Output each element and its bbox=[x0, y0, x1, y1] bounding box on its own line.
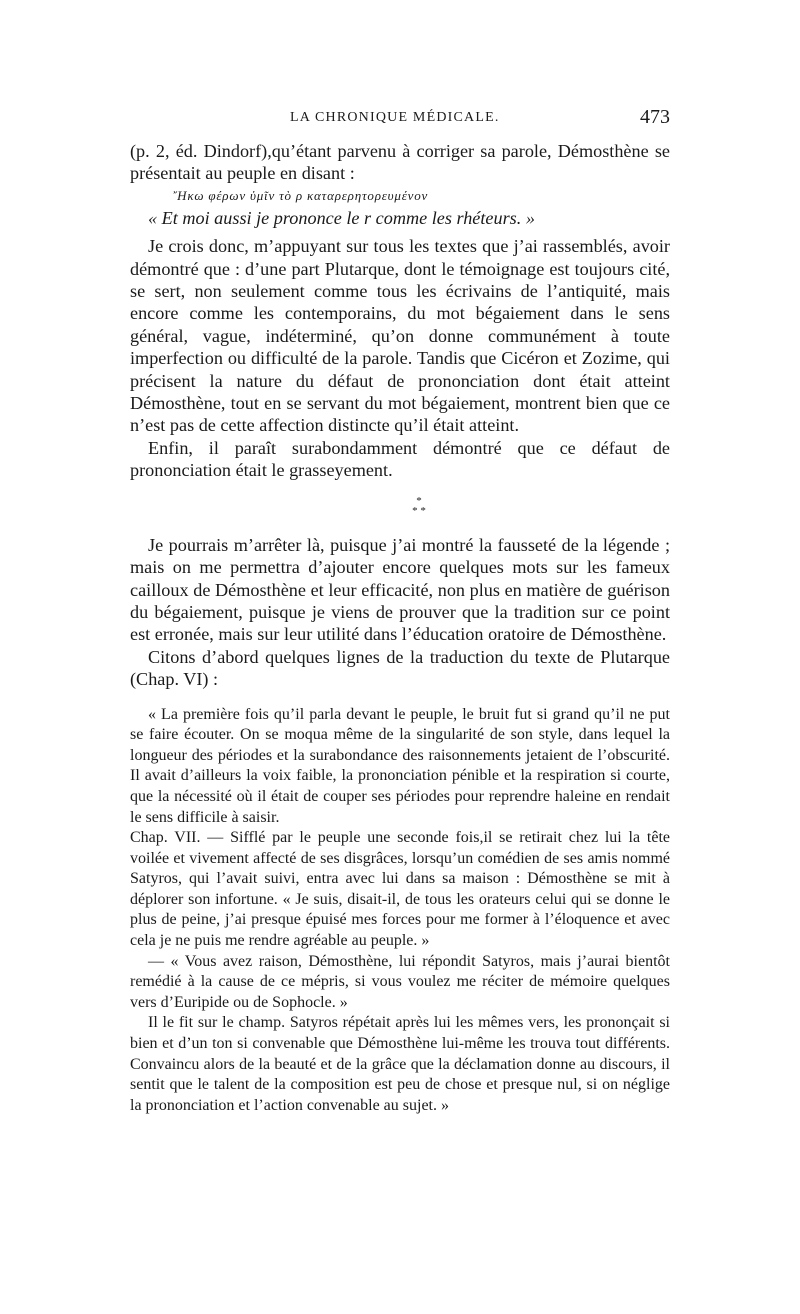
french-quote: « Et moi aussi je prononce le r comme les rhéteurs. » bbox=[148, 207, 535, 228]
page-header bbox=[130, 106, 670, 132]
quote-paragraph-1: « La première fois qu’il parla devant le peuple, le bruit fut si grand qu’il ne put se faire écouter. On se moqua même de la singularité de son style, dans lequel la longueur des périodes et la surabondance des raisonnements jetaient de l’obscurité. Il avait d’ailleurs la voix faible, la prononciation pénible et la respiration si courte, que la nécessité où il était de couper ses périodes pour reprendre haleine en rendait le sens difficile à saisir. bbox=[130, 705, 670, 826]
paragraph-2: Je crois donc, m’appuyant sur tous les textes que j’ai rassemblés, avoir démontré que : d’une part Plutarque, dont le témoignage est toujours cité, se sert, non seulement comme tous les écrivains de l’antiquité, mais encore comme les contemporains, du mot bégaiement dans le sens général, vague, indéterminé, qu’on donne communément à toute imperfection ou difficulté de la parole. Tandis que Cicéron et Zozime, qui précisent la nature du défaut de prononciation dont était atteint Démosthène, tout en se servant du mot bégaiement, montrent bien que ce n’est pas de cette affection distincte qu’il était atteint. bbox=[130, 236, 670, 436]
separator-stars-bottom: * * bbox=[412, 504, 426, 517]
page-body bbox=[130, 140, 670, 1116]
paragraph-5: Citons d’abord quelques lignes de la traduction du texte de Plutarque (Chap. VI) : bbox=[130, 646, 670, 690]
quote-paragraph-4: Il le fit sur le champ. Satyros répétait après lui les mêmes vers, les prononçait si bien et d’un ton si convenable que Démosthène lui-même les trouva tout différents. Convaincu alors de la beauté et de la grâce que la déclamation donne au discours, il sentit que le talent de la composition est peu de chose et presque nul, si on néglige la prononciation et l’action convenable au sujet. » bbox=[130, 1014, 670, 1114]
quote-paragraph-3: — « Vous avez raison, Démosthène, lui répondit Satyros, mais j’aurai bientôt remédié à la cause de ce mépris, si vous voulez me réciter de mémoire quelques vers d’Euripide ou de Sophocle. » bbox=[130, 952, 670, 1011]
section-separator bbox=[168, 496, 670, 516]
paragraph-1: (p. 2, éd. Dindorf),qu’étant parvenu à corriger sa parole, Démosthène se présentait au peuple en disant : bbox=[130, 141, 670, 184]
quote-paragraph-2: Chap. VII. — Sifflé par le peuple une seconde fois,il se retirait chez lui la tête voilée et vivement affecté de ses disgrâces, lorsqu’un comédien de ses amis nommé Satyros, qui l’avait suivi, entra avec lui dans sa maison : Démosthène se mit à déplorer son infortune. « Je suis, disait-il, de tous les orateurs celui qui se donne le plus de peine, j’ai presque épuisé mes forces pour me former à l’éloquence et avec cela je ne puis me rendre agréable au peuple. » bbox=[130, 829, 670, 950]
running-title: LA CHRONIQUE MÉDICALE. bbox=[290, 110, 500, 125]
paragraph-4: Je pourrais m’arrêter là, puisque j’ai montré la fausseté de la légende ; mais on me permettra d’ajouter encore quelques mots sur les fameux cailloux de Démosthène et leur efficacité, non plus en matière de guérison du bégaiement, puisque je viens de prouver que la tradition sur ce point est erronée, mais sur leur utilité dans l’éducation oratoire de Démosthène. bbox=[130, 534, 670, 645]
separator-star-top: * bbox=[416, 494, 422, 507]
paragraph-3: Enfin, il paraît surabondamment démontré que ce défaut de prononciation était le grasseyement. bbox=[130, 437, 670, 481]
greek-quote: ῎Ηκω φέρων ὑμῖν τὸ ρ καταρερητορευμένον bbox=[172, 187, 429, 203]
page-number: 473 bbox=[640, 106, 670, 128]
